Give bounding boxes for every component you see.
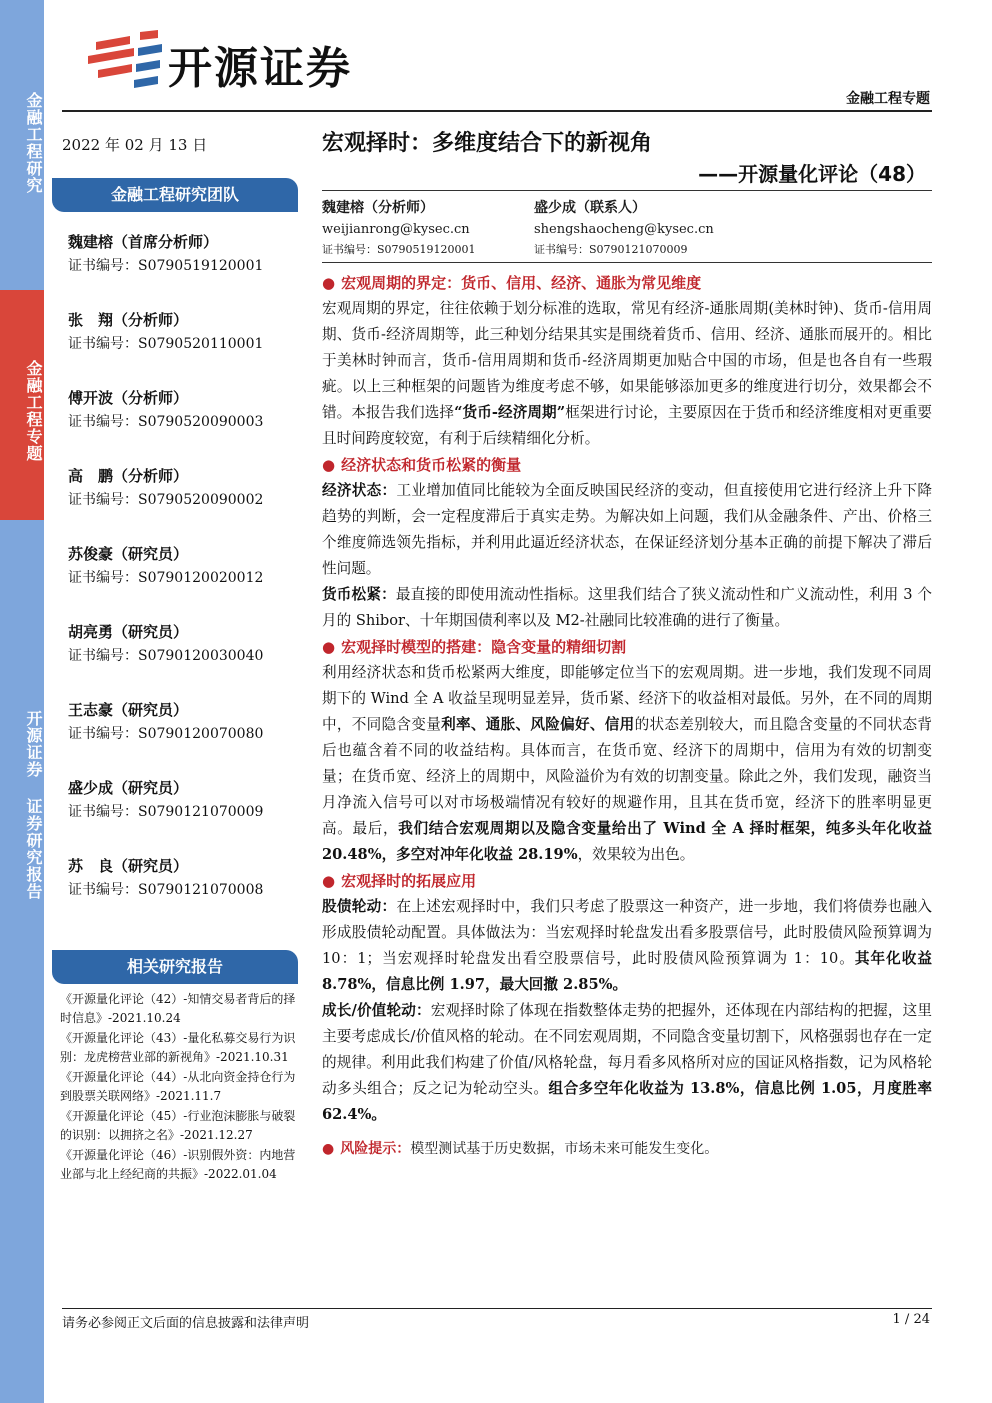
related-report-link[interactable]: 《开源量化评论（44）-从北向资金持仓行为到股票关联网络》-2021.11.7 xyxy=(60,1070,296,1103)
member-cert: 证书编号：S0790120020012 xyxy=(68,570,264,586)
section-paragraph: 股债轮动：在上述宏观择时中，我们只考虑了股票这一种资产，进一步地，我们将债券也融入形成股债轮动配置。具体做法为：当宏观择时轮盘发出看多股票信号，此时股债风险预算调为 10：1；当宏观择时轮盘发出看空股票信号，此时股债风险预算调为 1：10。其年化收益 8.78%，信息比例 1.97，最大回撤 2.85%。 xyxy=(322,898,932,993)
authors-divider xyxy=(322,262,932,263)
section-heading: ● 宏观周期的界定：货币、信用、经济、通胀为常见维度 xyxy=(322,274,702,292)
section-paragraph: 成长/价值轮动：宏观择时除了体现在指数整体走势的把握外，还体现在内部结构的把握，这里主要考虑成长/价值风格的轮动。在不同宏观周期，不同隐含变量切割下，风格强弱也存在一定的规律。利用此我们构建了价值/风格轮盘，每月看多风格所对应的国证风格指数，记为风格轮动多头组合；反之记为轮动空头。组合多空年化收益为 13.8%，信息比例 1.05，月度胜率 62.4%。 xyxy=(322,1002,932,1123)
member-cert: 证书编号：S0790520090003 xyxy=(68,414,264,430)
related-report-link[interactable]: 《开源量化评论（43）-量化私募交易行为识别：龙虎榜营业部的新视角》-2021.10.31 xyxy=(60,1031,296,1064)
section-paragraph: 利用经济状态和货币松紧两大维度，即能够定位当下的宏观周期。进一步地，我们发现不同周期下的 Wind 全 A 收益呈现明显差异，货币紧、经济下的收益相对最低。另外，在不同的周期中，不同隐含变量利率、通胀、风险偏好、信用的状态差别较大，而且隐含变量的不同状态背后也蕴含着不同的收益结构。具体而言，在货币宽、经济下的周期中，信用为有效的切割变量；在货币宽、经济上的周期中，风险溢价为有效的切割变量。除此之外，我们发现，融资当月净流入信号可以对市场极端情况有较好的规避作用，且其在货币宽，经济下的胜率明显更高。最后，我们结合宏观周期以及隐含变量给出了 Wind 全 A 择时框架，纯多头年化收益 20.48%，多空对冲年化收益 28.19%，效果较为出色。 xyxy=(322,664,932,863)
team-section-header: 金融工程研究团队 xyxy=(52,178,298,212)
page-number: 1 / 24 xyxy=(892,1312,930,1327)
author-email[interactable]: weijianrong@kysec.cn xyxy=(322,222,470,237)
sidebar-label-mid: 金融工程专题 xyxy=(24,360,43,462)
left-sidebar xyxy=(0,0,44,1403)
report-category: 金融工程专题 xyxy=(846,91,930,107)
brand-name: 开源证券 xyxy=(168,43,352,94)
related-report-link[interactable]: 《开源量化评论（45）-行业泡沫膨胀与破裂的识别：以拥挤之名》-2021.12.27 xyxy=(60,1109,296,1142)
bullet-dot-icon: ● xyxy=(322,1141,335,1157)
author-cert: 证书编号：S0790519120001 xyxy=(322,243,476,256)
team-member xyxy=(68,854,298,932)
member-name: 胡亮勇（研究员） xyxy=(68,623,189,641)
sidebar-label-top: 金融工程研究 xyxy=(24,92,43,194)
team-member xyxy=(68,620,298,698)
member-cert: 证书编号：S0790121070008 xyxy=(68,882,264,898)
footer-divider xyxy=(62,1308,932,1309)
member-name: 傅开波（分析师） xyxy=(68,389,189,407)
team-member xyxy=(68,230,298,308)
disclaimer-note: 请务必参阅正文后面的信息披露和法律声明 xyxy=(62,1316,310,1331)
author-cert: 证书编号：S0790121070009 xyxy=(534,243,688,256)
member-cert: 证书编号：S0790121070009 xyxy=(68,804,264,820)
team-member xyxy=(68,542,298,620)
member-name: 苏俊豪（研究员） xyxy=(68,545,189,563)
related-reports-list xyxy=(60,990,300,1185)
member-name: 盛少成（研究员） xyxy=(68,779,189,797)
author-name: 盛少成（联系人） xyxy=(534,200,646,216)
bullet-dot-icon: ● xyxy=(322,872,336,890)
member-name: 王志豪（研究员） xyxy=(68,701,189,719)
author-name: 魏建榕（分析师） xyxy=(322,200,434,216)
section-heading: ● 经济状态和货币松紧的衡量 xyxy=(322,456,522,474)
member-name: 张 翔（分析师） xyxy=(68,311,189,329)
team-member xyxy=(68,386,298,464)
related-report-link[interactable]: 《开源量化评论（42）-知情交易者背后的择时信息》-2021.10.24 xyxy=(60,992,296,1025)
section-heading: ● 宏观择时的拓展应用 xyxy=(322,872,477,890)
member-name: 魏建榕（首席分析师） xyxy=(68,233,219,251)
section-paragraph: 货币松紧：最直接的即使用流动性指标。这里我们结合了狭义流动性和广义流动性，利用 3 个月的 Shibor、十年期国债利率以及 M2-社融同比较准确的进行了衡量。 xyxy=(322,586,932,629)
bullet-dot-icon: ● xyxy=(322,274,336,292)
member-cert: 证书编号：S0790519120001 xyxy=(68,258,264,274)
risk-notice: ● 风险提示：模型测试基于历史数据，市场未来可能发生变化。 xyxy=(322,1141,719,1157)
member-cert: 证书编号：S0790120030040 xyxy=(68,648,264,664)
author-card xyxy=(534,196,774,260)
team-member xyxy=(68,464,298,542)
section-heading: ● 宏观择时模型的搭建：隐含变量的精细切割 xyxy=(322,638,627,656)
author-email[interactable]: shengshaocheng@kysec.cn xyxy=(534,222,714,237)
bullet-dot-icon: ● xyxy=(322,456,336,474)
member-cert: 证书编号：S0790520090002 xyxy=(68,492,264,508)
member-cert: 证书编号：S0790120070080 xyxy=(68,726,264,742)
team-member xyxy=(68,776,298,854)
member-name: 高 鹏（分析师） xyxy=(68,467,189,485)
member-cert: 证书编号：S0790520110001 xyxy=(68,336,264,352)
section-paragraph: 经济状态：工业增加值同比能较为全面反映国民经济的变动，但直接使用它进行经济上升下降趋势的判断，会一定程度滞后于真实走势。为解决如上问题，我们从金融条件、产出、价格三个维度筛选领先指标，并利用此逼近经济状态，在保证经济划分基本正确的前提下解决了滞后性问题。 xyxy=(322,482,932,577)
report-date: 2022 年 02 月 13 日 xyxy=(62,136,208,154)
report-title: 宏观择时：多维度结合下的新视角 xyxy=(322,131,653,156)
member-name: 苏 良（研究员） xyxy=(68,857,189,875)
team-member xyxy=(68,698,298,776)
bullet-dot-icon: ● xyxy=(322,638,336,656)
team-member xyxy=(68,308,298,386)
related-report-link[interactable]: 《开源量化评论（46）-识别假外资：内地营业部与北上经纪商的共振》-2022.01.04 xyxy=(60,1148,296,1181)
title-divider xyxy=(322,190,932,191)
team-list xyxy=(68,230,298,932)
section-paragraph: 宏观周期的界定，往往依赖于划分标准的选取，常见有经济-通胀周期(美林时钟)、货币-信用周期、货币-经济周期等，此三种划分结果其实是围绕着货币、信用、经济、通胀而展开的。相比于美林时钟而言，货币-信用周期和货币-经济周期更加贴合中国的市场，但是也各自有一些瑕疵。以上三种框架的问题皆为维度考虑不够，如果能够添加更多的维度进行切分，效果都会不错。本报告我们选择“货币-经济周期”框架进行讨论，主要原因在于货币和经济维度相对更重要且时间跨度较宽，有利于后续精细化分析。 xyxy=(322,300,932,447)
header-divider xyxy=(62,110,932,112)
related-reports-header: 相关研究报告 xyxy=(52,950,298,984)
report-summary xyxy=(322,270,932,1162)
author-card xyxy=(322,196,562,260)
report-subtitle: ——开源量化评论（48） xyxy=(698,162,926,186)
sidebar-label-bottom: 开源证券 证券研究报告 xyxy=(24,710,43,900)
